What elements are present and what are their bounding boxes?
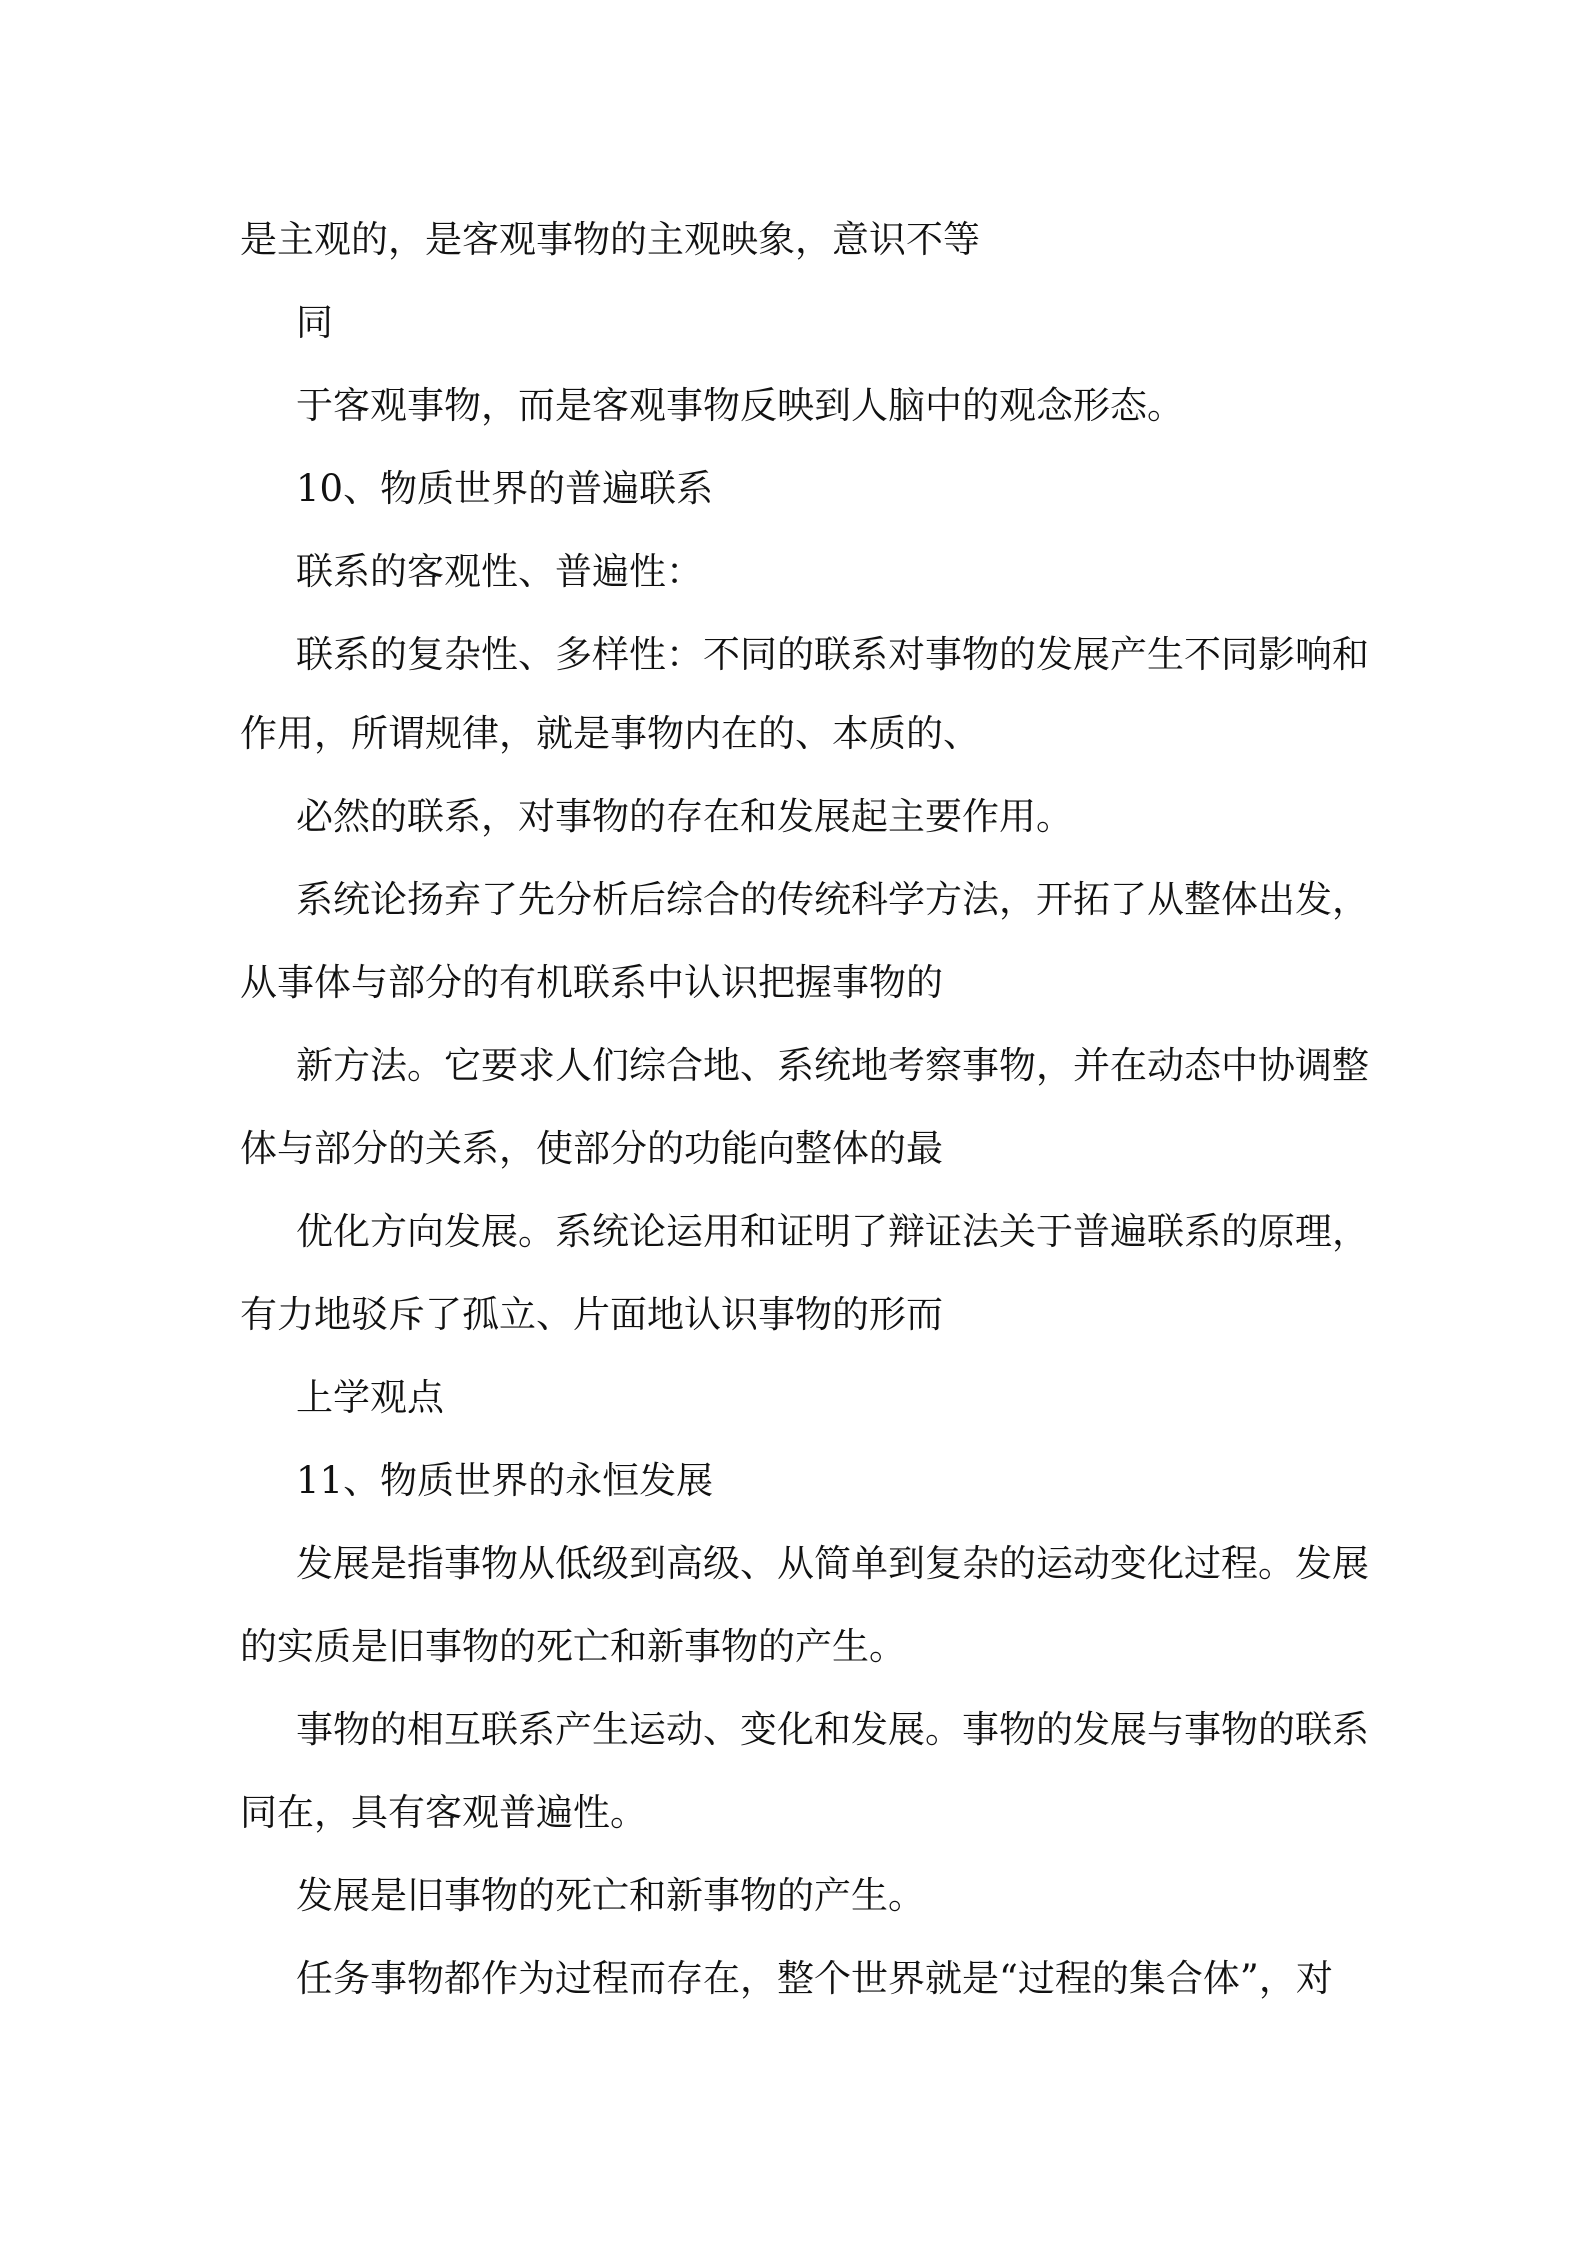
text-line: 联系的客观性、普遍性： [296, 550, 703, 593]
text-line: 同 [296, 301, 333, 344]
text-line: 任务事物都作为过程而存在，整个世界就是“过程的集合体”，对 [296, 1957, 1333, 2000]
text-line: 同在，具有客观普遍性。 [240, 1791, 647, 1834]
text-line: 有力地驳斥了孤立、片面地认识事物的形而 [240, 1293, 943, 1336]
text-line: 事物的相互联系产生运动、变化和发展。事物的发展与事物的联系 [296, 1708, 1369, 1751]
text-line: 联系的复杂性、多样性：不同的联系对事物的发展产生不同影响和 [296, 633, 1369, 676]
text-line: 必然的联系，对事物的存在和发展起主要作用。 [296, 795, 1073, 838]
text-line: 发展是旧事物的死亡和新事物的产生。 [296, 1874, 925, 1917]
section-heading: 11、物质世界的永恒发展 [296, 1459, 714, 1502]
text-line: 的实质是旧事物的死亡和新事物的产生。 [240, 1625, 906, 1668]
text-line: 优化方向发展。系统论运用和证明了辩证法关于普遍联系的原理， [296, 1210, 1369, 1253]
section-heading: 10、物质世界的普遍联系 [296, 467, 714, 510]
text-line: 从事体与部分的有机联系中认识把握事物的 [240, 961, 943, 1004]
text-line: 发展是指事物从低级到高级、从简单到复杂的运动变化过程。发展 [296, 1542, 1369, 1585]
text-line: 于客观事物，而是客观事物反映到人脑中的观念形态。 [296, 384, 1184, 427]
text-line: 作用，所谓规律，就是事物内在的、本质的、 [240, 712, 980, 755]
text-line: 新方法。它要求人们综合地、系统地考察事物，并在动态中协调整 [296, 1044, 1369, 1087]
text-line: 体与部分的关系，使部分的功能向整体的最 [240, 1127, 943, 1170]
text-line: 是主观的，是客观事物的主观映象，意识不等 [240, 218, 980, 261]
text-line: 系统论扬弃了先分析后综合的传统科学方法，开拓了从整体出发， [296, 878, 1369, 921]
text-line: 上学观点 [296, 1376, 444, 1419]
